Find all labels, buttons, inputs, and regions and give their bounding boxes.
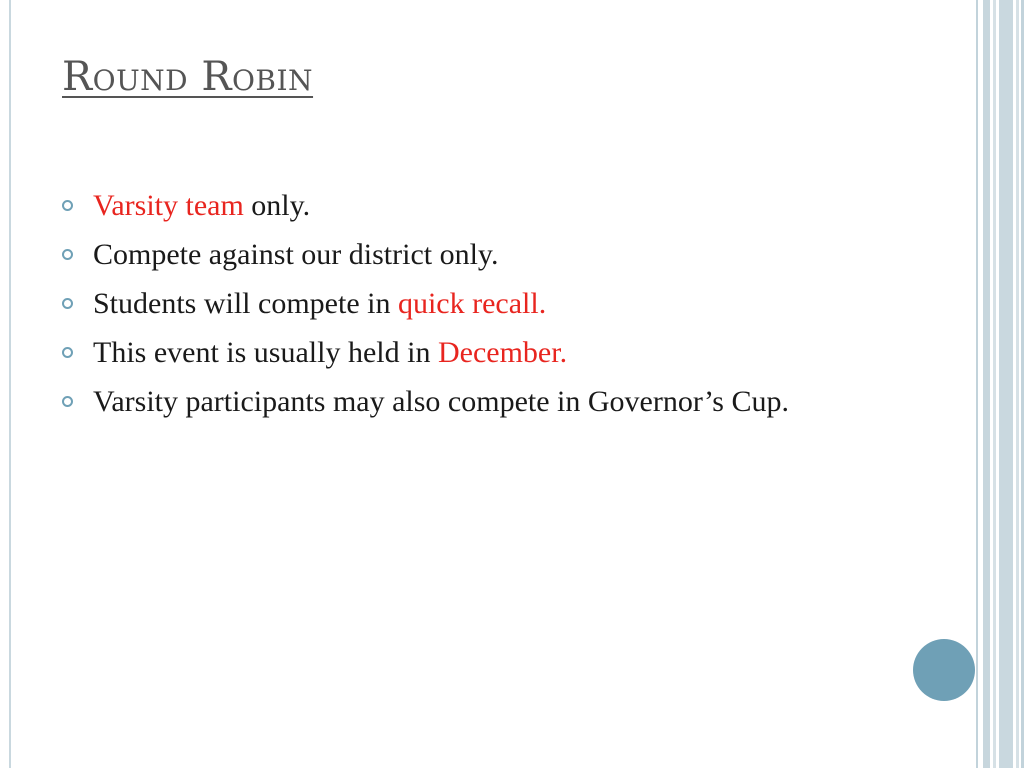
bullet-highlight-text: quick recall. [397, 287, 547, 320]
filled-circle-decoration-icon [913, 639, 975, 701]
right-stripe [983, 0, 990, 768]
hollow-circle-bullet-icon [62, 298, 73, 309]
bullet-text: Students will compete in [93, 287, 398, 320]
right-stripe [999, 0, 1013, 768]
bullet-highlight-text: December. [437, 336, 568, 369]
hollow-circle-bullet-icon [62, 249, 73, 260]
right-stripe [976, 0, 978, 768]
bullet-list [62, 186, 922, 431]
slide-title: Round Robin [62, 54, 314, 100]
hollow-circle-bullet-icon [62, 396, 73, 407]
bullet-text: Compete against our district only. [93, 238, 499, 271]
bullet-item [62, 284, 922, 324]
bullet-text: This event is usually held in [93, 336, 438, 369]
bullet-highlight-text: Varsity team [93, 189, 244, 222]
left-border-rule [9, 0, 11, 768]
bullet-item [62, 186, 922, 226]
hollow-circle-bullet-icon [62, 347, 73, 358]
bullet-text: only. [243, 189, 311, 222]
right-stripe [1016, 0, 1019, 768]
bullet-item [62, 333, 922, 373]
right-stripe [993, 0, 996, 768]
bullet-text: Varsity participants may also compete in Governor’s Cup. [93, 385, 789, 418]
hollow-circle-bullet-icon [62, 200, 73, 211]
bullet-item [62, 382, 922, 422]
bullet-item [62, 235, 922, 275]
